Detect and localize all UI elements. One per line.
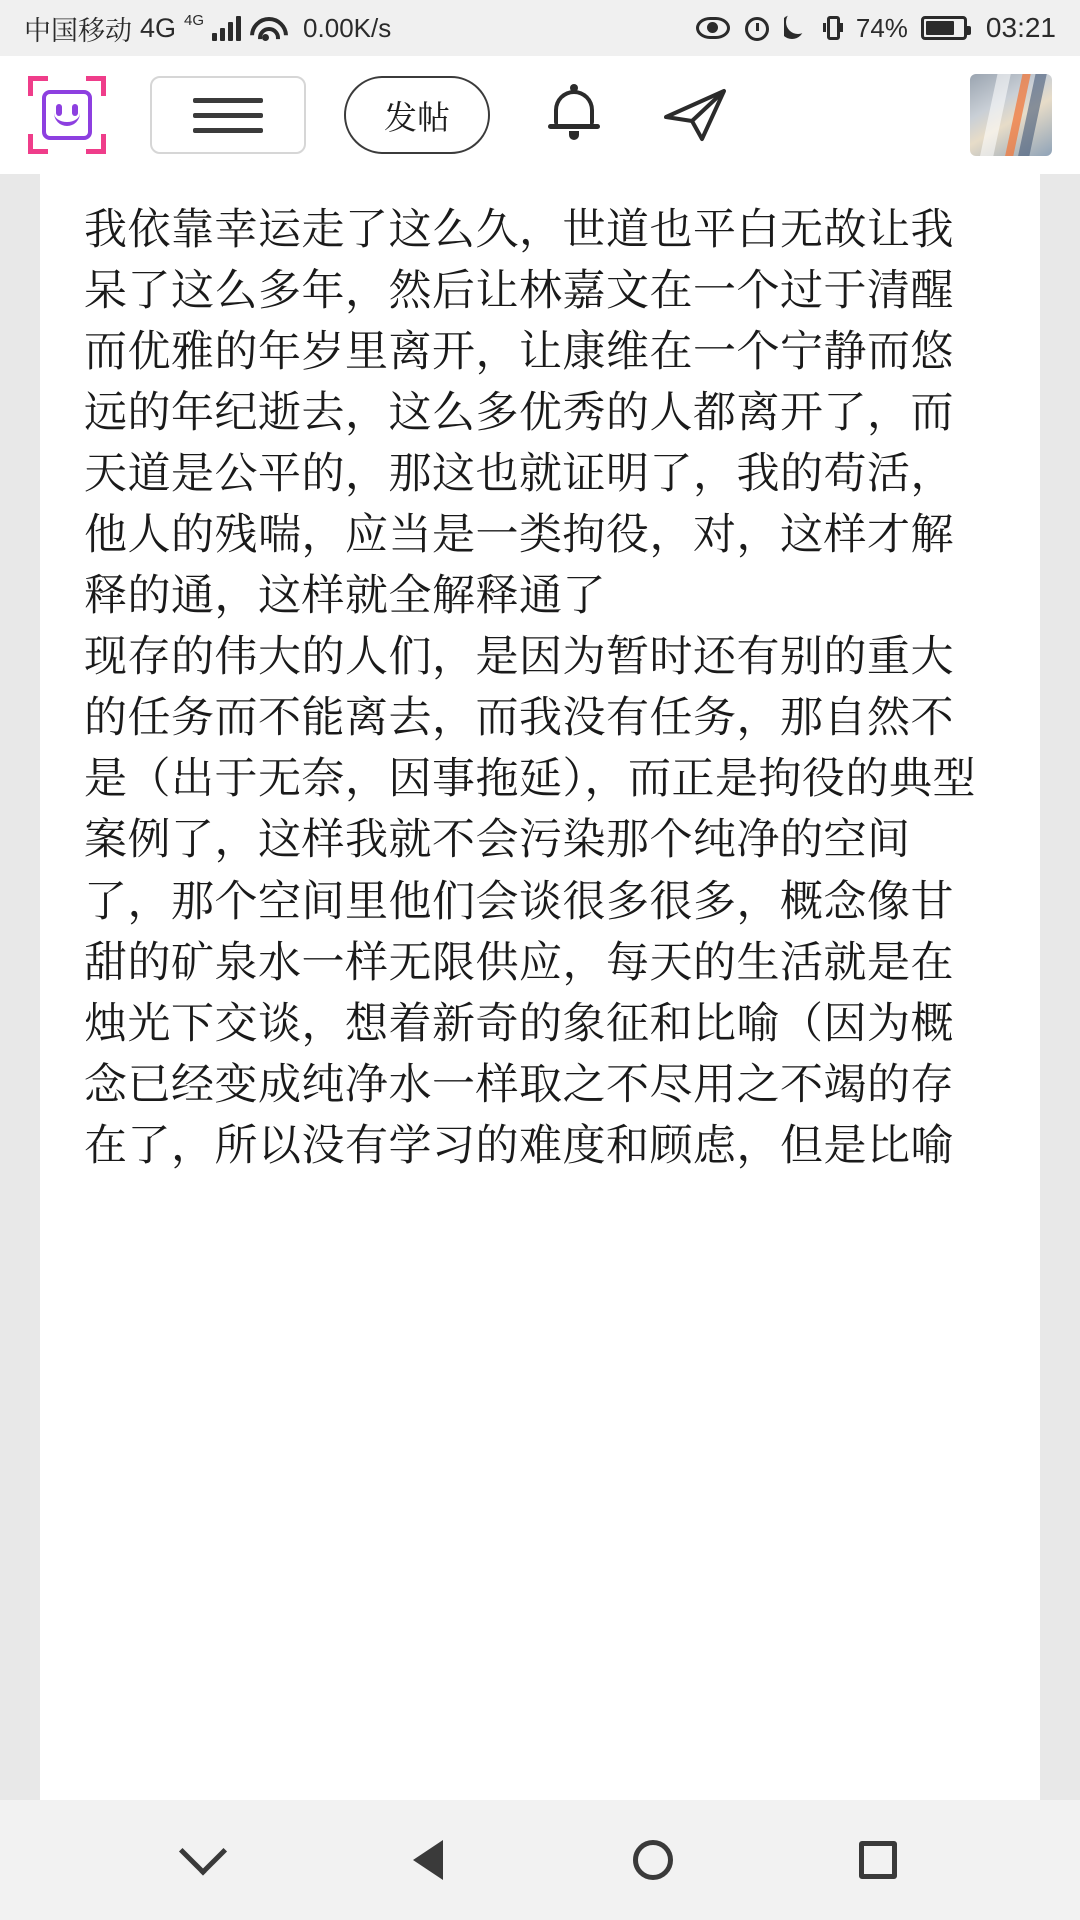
data-speed-label: 0.00K/s — [303, 12, 392, 43]
paper-plane-glyph — [662, 87, 728, 143]
system-navigation-bar — [0, 1800, 1080, 1920]
notifications-bell-icon[interactable] — [548, 86, 600, 144]
status-bar-right — [696, 0, 1056, 56]
eye-icon — [696, 17, 730, 39]
menu-icon-bar — [193, 98, 263, 103]
home-circle-icon[interactable] — [621, 1828, 685, 1892]
wifi-icon — [249, 15, 281, 41]
app-header — [0, 56, 1080, 174]
post-paragraph: 我依靠幸运走了这么久，世道也平白无故让我呆了这么多年，然后让林嘉文在一个过于清醒而优雅的年岁里离开，让康维在一个宁静而悠远的年纪逝去，这么多优秀的人都离开了，而天道是公平的，那这也就证明了，我的苟活，他人的残喘，应当是一类拘役，对，这样才解释的通，这样就全解释通了 — [84, 205, 954, 622]
network-type-label: 4G — [140, 12, 177, 43]
moon-icon — [784, 15, 810, 41]
status-bar-left — [24, 9, 391, 48]
post-paragraph: 现存的伟大的人们，是因为暂时还有别的重大的任务而不能离去，而我没有任务，那自然不是（出于无奈，因事拖延），而正是拘役的典型案例了，这样我就不会污染那个纯净的空间了，那个空间里他们会谈很多很多，概念像甘甜的矿泉水一样无限供应，每天的生活就是在烛光下交谈，想着新奇的象征和比喻（因为概念已经变成纯净水一样取之不尽用之不竭的存在了，所以没有学习的难度和顾虑，但是比喻 — [84, 632, 976, 1171]
signal-strength-icon — [212, 15, 241, 41]
network-badge-label: 4G — [184, 11, 205, 29]
battery-icon — [921, 16, 967, 40]
post-button-label: 发帖 — [384, 98, 450, 136]
menu-icon-bar — [193, 113, 263, 118]
menu-button[interactable] — [150, 76, 306, 154]
messages-send-icon[interactable] — [662, 87, 728, 143]
carrier-label: 中国移动 — [24, 15, 132, 46]
menu-icon-bar — [193, 128, 263, 133]
content-scroll-area[interactable] — [0, 174, 1080, 1800]
recents-square-icon[interactable] — [846, 1828, 910, 1892]
post-card — [40, 174, 1040, 1800]
vibrate-icon — [823, 14, 843, 42]
smiley-logo-icon[interactable] — [28, 76, 106, 154]
status-bar — [0, 0, 1080, 56]
back-triangle-icon[interactable] — [396, 1828, 460, 1892]
clock-label: 03:21 — [985, 12, 1056, 43]
post-button[interactable] — [344, 76, 490, 154]
hide-keyboard-chevron-down-icon[interactable] — [171, 1828, 235, 1892]
alarm-icon — [743, 14, 771, 42]
user-avatar[interactable] — [970, 74, 1052, 156]
battery-percent-label: 74% — [855, 12, 908, 43]
post-body — [84, 200, 996, 1177]
